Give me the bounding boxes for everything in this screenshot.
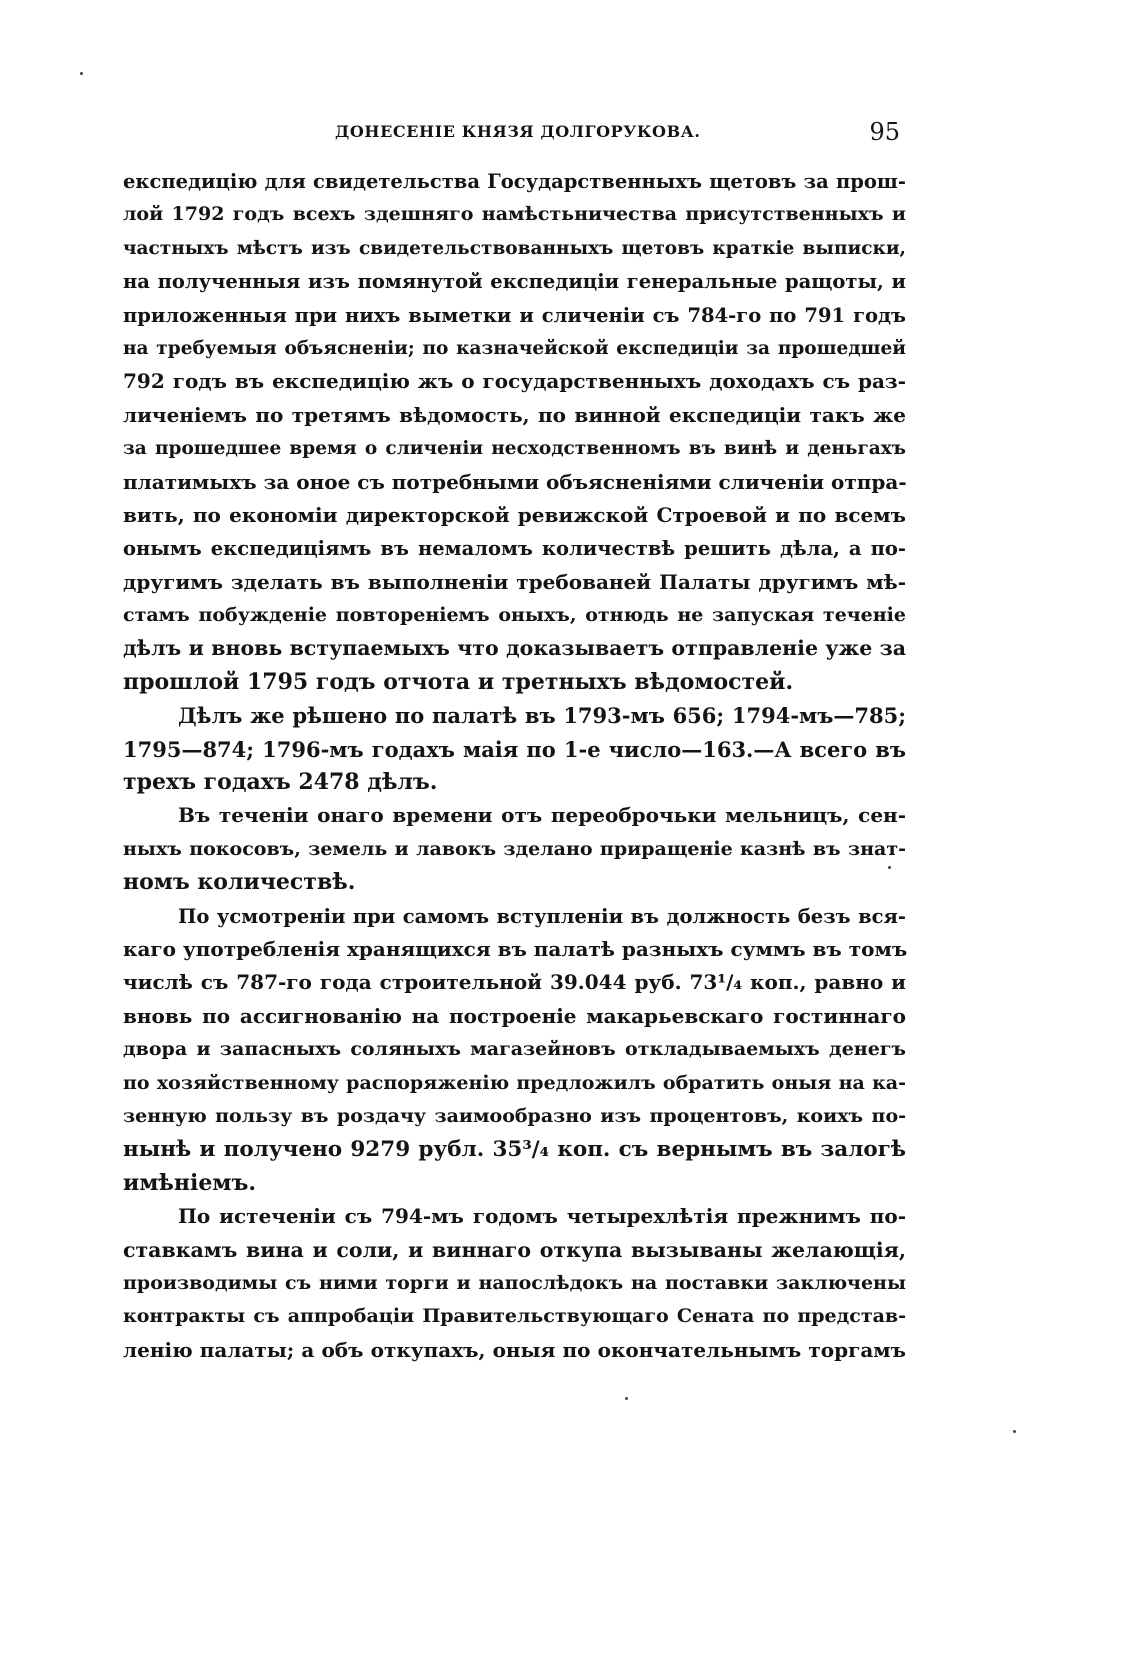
scan-speck bbox=[80, 72, 83, 75]
text-line: нынѣ и получено 9279 рубл. 35³/₄ коп. съ вернымъ въ залогѣ bbox=[123, 1137, 906, 1163]
scan-speck bbox=[625, 1397, 628, 1400]
text-line: личеніемъ по третямъ вѣдомость, по винной експедиціи такъ же bbox=[123, 402, 906, 427]
text-line: експедицію для свидетельства Государственныхъ щетовъ за прош- bbox=[123, 170, 906, 193]
text-line: числѣ съ 787-го года строительной 39.044 руб. 73¹/₄ коп., равно и bbox=[123, 970, 906, 995]
text-line: производимы съ ними торги и напослѣдокъ на поставки заключены bbox=[123, 1271, 906, 1294]
text-line: имѣніемъ. bbox=[123, 1169, 256, 1196]
text-line: ныхъ покосовъ, земель и лавокъ зделано приращеніе казнѣ въ знат- bbox=[123, 837, 906, 860]
text-line: прошлой 1795 годъ отчота и третныхъ вѣдомостей. bbox=[123, 668, 794, 695]
text-line: каго употребленія хранящихся въ палатѣ разныхъ суммъ въ томъ bbox=[123, 936, 908, 961]
text-line: по хозяйственному распоряженію предложилъ обратить оныя на ка- bbox=[123, 1071, 906, 1094]
text-line: другимъ зделать въ выполненіи требованей Палаты другимъ мѣ- bbox=[123, 569, 906, 594]
text-line: зенную пользу въ роздачу заимообразно изъ процентовъ, коихъ по- bbox=[123, 1104, 906, 1127]
text-line: контракты съ аппробаціи Правительствующаго Сената по представ- bbox=[123, 1305, 906, 1328]
scan-speck bbox=[888, 866, 891, 869]
text-line: дѣлъ и вновь вступаемыхъ что доказываетъ отправленіе уже за bbox=[123, 636, 906, 661]
text-line: на требуемыя объясненіи; по казначейской експедиціи за прошедшей bbox=[123, 337, 906, 359]
text-line: вить, по економіи директорской ревижской Строевой и по всемъ bbox=[123, 502, 906, 527]
text-line: 1795—874; 1796-мъ годахъ маія по 1-е число—163.—А всего въ bbox=[123, 736, 906, 762]
scan-speck bbox=[1013, 1430, 1016, 1433]
text-line: По истеченіи съ 794-мъ годомъ четырехлѣтія прежнимъ по- bbox=[178, 1204, 906, 1229]
text-line: платимыхъ за оное съ потребными объясненіями сличеніи отпра- bbox=[123, 469, 907, 494]
text-line: номъ количествѣ. bbox=[123, 869, 356, 896]
text-line: Дѣлъ же рѣшено по палатѣ въ 1793-мъ 656; 1794-мъ—785; bbox=[178, 703, 906, 729]
text-line: Въ теченіи онаго времени отъ переоброчьки мельницъ, сен- bbox=[178, 803, 906, 828]
text-line: По усмотреніи при самомъ вступленіи въ должность безъ вся- bbox=[178, 904, 906, 928]
text-line: 792 годъ въ експедицію жъ о государственныхъ доходахъ съ раз- bbox=[123, 369, 906, 394]
body-text bbox=[123, 165, 906, 1367]
text-line: трехъ годахъ 2478 дѣлъ. bbox=[123, 769, 438, 796]
text-line: частныхъ мѣстъ изъ свидетельствованныхъ щетовъ краткіе выписки, bbox=[123, 237, 906, 259]
text-line: за прошедшее время о сличеніи несходственномъ въ винѣ и деньгахъ bbox=[123, 438, 906, 460]
text-line: ставкамъ вина и соли, и виннаго откупа вызываны желающія, bbox=[123, 1237, 906, 1262]
text-line: ленію палаты; а объ откупахъ, оныя по окончательнымъ торгамъ bbox=[123, 1337, 906, 1362]
text-line: онымъ експедиціямъ въ немаломъ количествѣ решить дѣла, а по- bbox=[123, 537, 906, 561]
running-title: ДОНЕСЕНІЕ КНЯЗЯ ДОЛГОРУКОВА. bbox=[335, 122, 701, 141]
text-line: приложенныя при нихъ выметки и сличеніи съ 784-го по 791 годъ bbox=[123, 303, 906, 327]
text-line: стамъ побужденіе повтореніемъ оныхъ, отнюдь не запуская теченіе bbox=[123, 604, 906, 627]
text-line: двора и запасныхъ соляныхъ магазейновъ откладываемыхъ денегъ bbox=[123, 1038, 906, 1061]
page-number: 95 bbox=[869, 118, 900, 146]
page-header bbox=[335, 118, 900, 148]
text-line: лой 1792 годъ всехъ здешняго намѣстьничества присутственныхъ и bbox=[123, 203, 906, 226]
text-line: на полученныя изъ помянутой експедиціи генеральные ращоты, и bbox=[123, 270, 906, 294]
text-line: вновь по ассигнованію на построеніе макарьевскаго гостиннаго bbox=[123, 1003, 906, 1028]
